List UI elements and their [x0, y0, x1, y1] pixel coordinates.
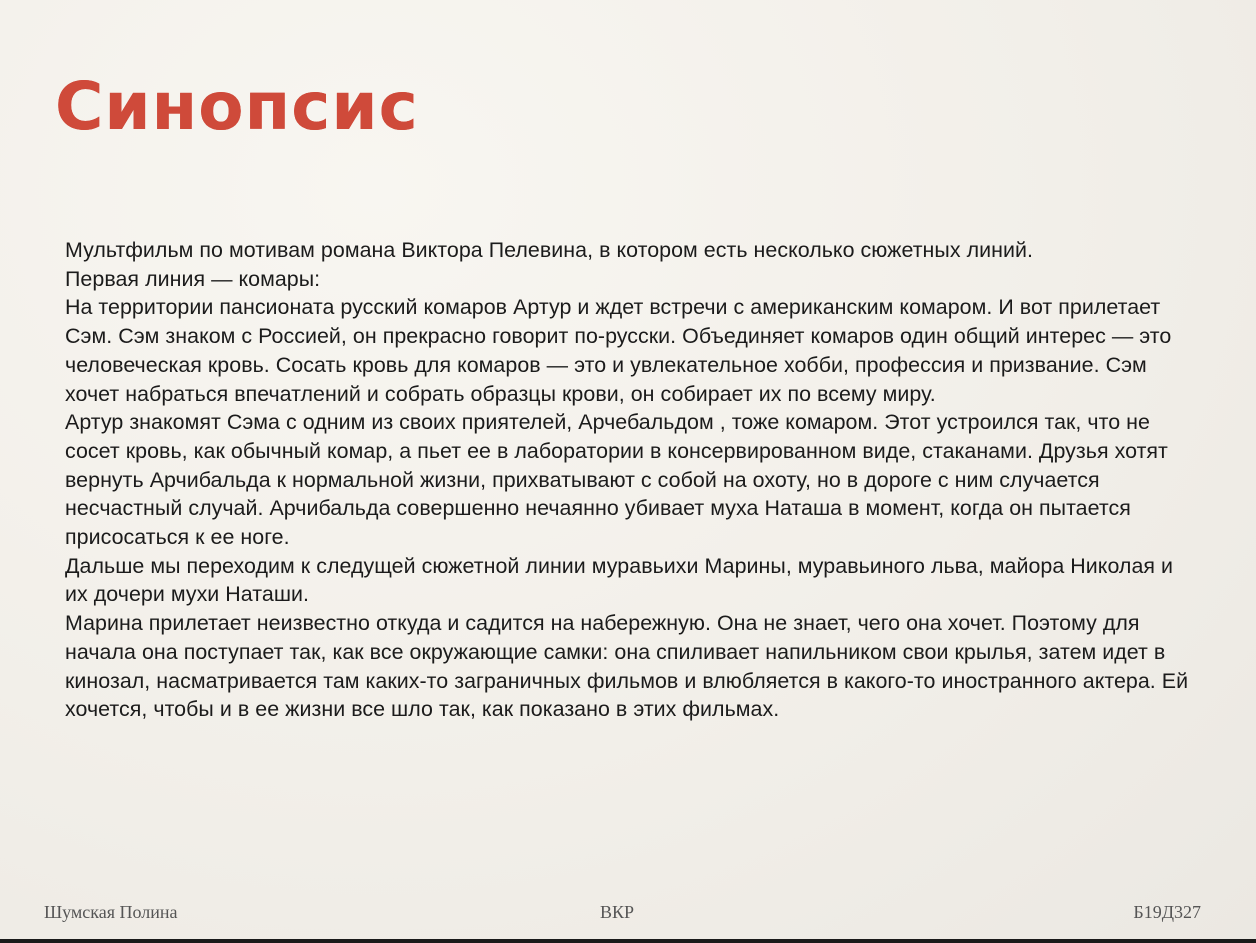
synopsis-body	[65, 236, 1195, 724]
synopsis-paragraph-intro: Мультфильм по мотивам романа Виктора Пелевина, в котором есть несколько сюжетных линий.	[65, 238, 1033, 262]
bottom-divider	[0, 939, 1256, 943]
synopsis-paragraph-second-line: Дальше мы переходим к следущей сюжетной линии муравьихи Марины, муравьиного льва, майора Николая и их дочери мухи Наташи.	[65, 553, 1174, 607]
footer	[0, 902, 1256, 930]
footer-group: Б19Д327	[1133, 902, 1201, 922]
footer-author: Шумская Полина	[44, 902, 178, 922]
footer-work-type: ВКР	[600, 902, 635, 922]
synopsis-paragraph-arthur-sam: На территории пансионата русский комаров Артур и ждет встречи с американским комаром. И вот прилетает Сэм. Сэм знаком с Россией, он прекрасно говорит по-русски. Объединяет комаров один общий интерес — это человеческая кровь. Сосать кровь для комаров — это и увлекательное хобби, профессия и призвание. Сэм хочет набраться впечатлений и собрать образцы крови, он собирает их по всему миру.	[65, 295, 1172, 406]
synopsis-paragraph-marina: Марина прилетает неизвестно откуда и садится на набережную. Она не знает, чего она хочет. Поэтому для начала она поступает так, как все окружающие самки: она спиливает напильником свои крылья, затем идет в кинозал, насматривается там каких-то заграничных фильмов и влюбляется в какого-то иностранного актера. Ей хочется, чтобы и в ее жизни все шло так, как показано в этих фильмах.	[65, 611, 1189, 722]
synopsis-paragraph-archibald: Артур знакомят Сэма с одним из своих приятелей, Арчебальдом , тоже комаром. Этот устроился так, что не сосет кровь, как обычный комар, а пьет ее в лаборатории в консервированном виде, стаканами. Друзья хотят вернуть Арчибальда к нормальной жизни, прихватывают с собой на охоту, но в дороге с ним случается несчастный случай. Арчибальда совершенно нечаянно убивает муха Наташа в момент, когда он пытается присосаться к ее ноге.	[65, 410, 1168, 550]
slide-title: Синопсис	[55, 68, 419, 145]
synopsis-paragraph-first-line: Первая линия — комары:	[65, 266, 321, 291]
